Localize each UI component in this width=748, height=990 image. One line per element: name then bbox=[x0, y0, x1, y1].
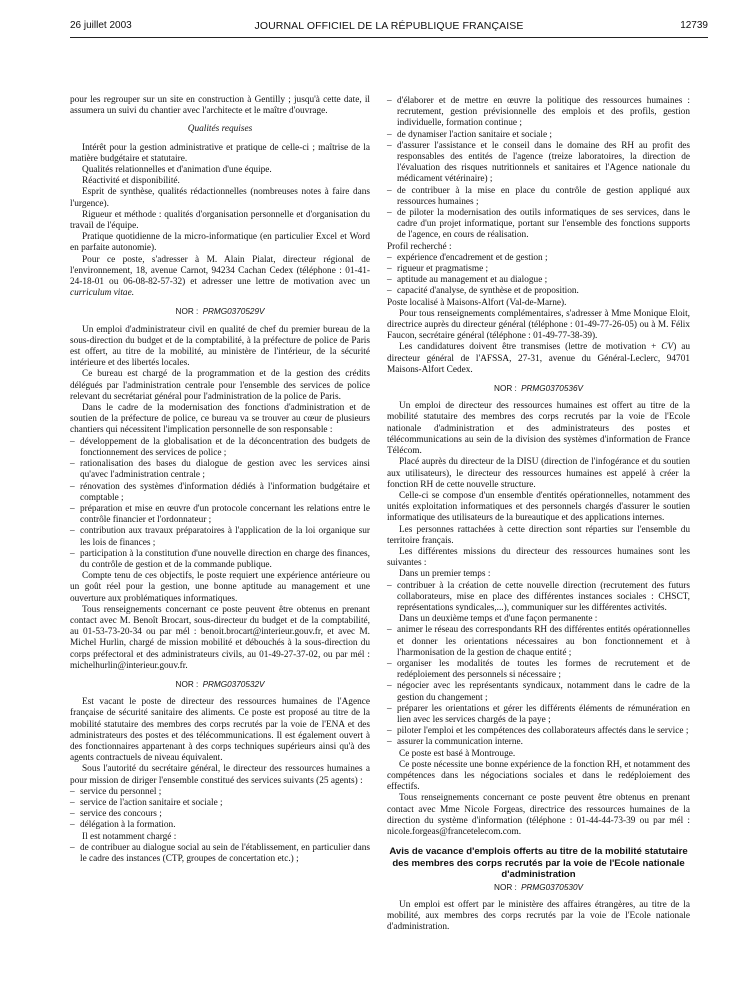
list-item: – participation à la constitution d'une nouvelle direction en charge des finances, du contrôle de gestion et de la commande publique. bbox=[70, 549, 370, 571]
list-item: – animer le réseau des correspondants RH des différentes entités opérationnelles et donner les orientations nécessaires au bon fonctionnement et à l'harmonisation de la gestion de chaque entité ; bbox=[387, 625, 690, 659]
paragraph-contact bbox=[70, 255, 370, 300]
paragraph: Qualités relationnelles et d'animation d'une équipe. bbox=[82, 165, 272, 176]
paragraph: Un emploi est offert par le ministère des affaires étrangères, au titre de la mobilité, aux membres des corps recrutés par la voie de l'Ecole nationale d'administration. bbox=[387, 899, 690, 933]
list-item: – préparation et mise en œuvre d'un protocole concernant les relations entre le contrôle financier et l'ordonnateur ; bbox=[70, 504, 370, 526]
list-item: – contribution aux travaux préparatoires à l'application de la loi organique sur les lois de finances ; bbox=[70, 526, 370, 548]
dash-list bbox=[387, 96, 690, 242]
paragraph: pour les regrouper sur un site en construction à Gentilly ; jusqu'à cette date, il assumera un suivi du chantier avec l'architecte et le maître d'ouvrage. bbox=[70, 95, 370, 117]
nor-reference bbox=[387, 383, 690, 394]
paragraph: Compte tenu de ces objectifs, le poste requiert une expérience antérieure ou un goût réel pour la gestion, une bonne aptitude au management et une ouverture aux problématiques informatiques. bbox=[70, 571, 370, 604]
paragraph: Tous renseignements concernant ce poste peuvent être obtenus en prenant contact avec Mme Nicole Forgeas, directrice des ressources humaines de la direction du système d'information (téléphone : 01-44-44-73-39 ou par mél : nicole.forgeas@francetelecom.com. bbox=[387, 793, 690, 837]
cv-text: CV bbox=[661, 342, 674, 353]
dash-list bbox=[387, 581, 690, 615]
section-heading-qualites: Qualités requises bbox=[187, 124, 253, 135]
list-item: – assurer la communication interne. bbox=[387, 737, 690, 748]
curriculum-vitae-text: curriculum vitae. bbox=[70, 288, 135, 299]
nor-reference bbox=[387, 882, 690, 893]
paragraph: Pratique quotidienne de la micro-informatique (en particulier Excel et Word en parfaite autonomie). bbox=[70, 232, 370, 254]
list-item: – d'assurer l'assistance et le conseil dans le domaine des RH au profit des responsables des entités de l'agence (treize laboratoires, la direction de l'évaluation des risques nutritionnels et sanitaires et l'Agence nationale du médicament vétérinaire) ; bbox=[387, 141, 690, 186]
list-item: – capacité d'analyse, de synthèse et de proposition. bbox=[387, 286, 690, 297]
paragraph: Est vacant le poste de directeur des ressources humaines de l'Agence française de sécurité sanitaire des aliments. Ce poste est proposé au titre de la mobilité statutaire des membres des corps recrutés par la voie de l'ENA et des administrateurs des postes et des télécommunications. Il est également ouvert à des fonctionnaires appartenant à des corps techniques supérieurs ainsi qu'à des agents contractuels de niveau équivalent. bbox=[70, 697, 370, 764]
dash-list bbox=[70, 843, 370, 865]
paragraph: Ce poste est basé à Montrouge. bbox=[399, 748, 516, 759]
nor-code: PRMG0370536V bbox=[521, 384, 583, 394]
paragraph: Les différentes missions du directeur des ressources humaines sont les suivantes : bbox=[387, 546, 690, 569]
list-item: – de dynamiser l'action sanitaire et sociale ; bbox=[387, 130, 690, 141]
list-item: – développement de la globalisation et de la déconcentration des budgets de fonctionnement des services de police ; bbox=[70, 437, 370, 459]
paragraph: Profil recherché : bbox=[387, 241, 452, 252]
dash-list bbox=[387, 625, 690, 748]
header-page-number: 12739 bbox=[680, 20, 708, 31]
paragraph: Intérêt pour la gestion administrative et pratique de celle-ci ; maîtrise de la matière budgétaire et statutaire. bbox=[70, 142, 370, 164]
header-date: 26 juillet 2003 bbox=[70, 20, 132, 31]
nor-label: NOR : bbox=[494, 882, 517, 892]
list-item: – d'élaborer et de mettre en œuvre la politique des ressources humaines : recrutement, gestion prévisionnelle des emplois et des profils, gestion individuelle, formation continue ; bbox=[387, 96, 690, 130]
paragraph: Dans le cadre de la modernisation des fonctions d'administration et de soutien de la préfecture de police, ce bureau va se trouver au cœur de plusieurs chantiers qui nécessitent l'implication personnelle de son responsable : bbox=[70, 403, 370, 436]
avis-section-title: Avis de vacance d'emplois offerts au titre de la mobilité statutaire des membres des corps recrutés par la voie de l'Ecole nationale d'administration bbox=[389, 846, 688, 881]
paragraph: Un emploi d'administrateur civil en qualité de chef du premier bureau de la sous-direction du budget et de la comptabilité, à la préfecture de police de Paris est offert, au titre de la mobilité, au ministère de l'intérieur, de la sécurité intérieure et des libertés locales. bbox=[70, 324, 370, 369]
nor-code: PRMG0370529V bbox=[202, 307, 265, 317]
candidatures-text-end: ) au directeur général de l'AFSSA, 27-31, avenue du Général-Leclerc, 94701 Maisons-Alfort Cedex. bbox=[387, 342, 690, 375]
paragraph: Placé auprès du directeur de la DISU (direction de l'infogérance et du soutien aux utilisateurs), le directeur des ressources humaines est appelé à créer la fonction RH de cette nouvelle structure. bbox=[387, 457, 690, 490]
dash-list bbox=[70, 437, 370, 571]
paragraph: Sous l'autorité du secrétaire général, le directeur des ressources humaines a pour mission de diriger l'ensemble constitué des services suivants (25 agents) : bbox=[70, 764, 370, 786]
list-item: – négocier avec les représentants syndicaux, notamment dans le cadre de la gestion du changement ; bbox=[387, 681, 690, 703]
paragraph: Les personnes rattachées à cette direction sont réparties sur l'ensemble du territoire français. bbox=[387, 524, 690, 546]
right-column bbox=[387, 96, 690, 934]
list-item: – rénovation des systèmes d'information dédiés à l'information budgétaire et comptable ; bbox=[70, 482, 370, 504]
page-header bbox=[70, 20, 708, 36]
list-item: – rigueur et pragmatisme ; bbox=[387, 264, 690, 275]
list-item: – délégation à la formation. bbox=[70, 820, 370, 831]
paragraph: Dans un premier temps : bbox=[399, 569, 491, 580]
dash-list bbox=[387, 253, 690, 298]
list-item: – de contribuer à la mise en place du contrôle de gestion appliqué aux ressources humaines ; bbox=[387, 186, 690, 208]
paragraph: Tous renseignements concernant ce poste peuvent être obtenus en prenant contact avec M. Benoît Brocart, sous-directeur du budget et de la comptabilité, au 01-53-73-20-34 ou par mél : benoit.brocart@interieur.gouv.fr, et avec M. Michel Hurlin, chargé de mission mobilité et débouchés à la sous-direction du corps préfectoral et des administrateurs civils, au 01-49-27-37-02, ou par mél : michelhurlin@interieur.gouv.fr. bbox=[70, 604, 370, 671]
paragraph: Poste localisé à Maisons-Alfort (Val-de-Marne). bbox=[387, 297, 567, 308]
paragraph: Il est notamment chargé : bbox=[82, 831, 177, 842]
list-item: – rationalisation des bases du dialogue de gestion avec les services ainsi qu'avec l'administration centrale ; bbox=[70, 459, 370, 481]
dash-list bbox=[70, 787, 370, 832]
nor-label: NOR : bbox=[175, 307, 199, 317]
nor-reference bbox=[70, 306, 370, 317]
paragraph: Pour tous renseignements complémentaires, s'adresser à Mme Monique Eloit, directrice auprès du directeur général (téléphone : 01-49-77-26-05) ou à M. Félix Faucon, secrétaire général (téléphone : 01-49-77-38-39). bbox=[387, 308, 690, 342]
list-item: – de contribuer au dialogue social au sein de l'établissement, en particulier dans le cadre des instances (CTP, groupes de concertation etc.) ; bbox=[70, 843, 370, 865]
list-item: – contribuer à la création de cette nouvelle direction (recrutement des futurs collaborateurs, mise en place des différentes instances sociales : CHSCT, représentations syndicales,...), communiquer sur les différentes activités. bbox=[387, 581, 690, 615]
list-item: – préparer les orientations et gérer les différents éléments de rémunération en lien avec les services chargés de la paye ; bbox=[387, 704, 690, 726]
paragraph: Celle-ci se compose d'un ensemble d'entités opérationnelles, notamment des unités exploitation informatiques et des personnels chargés d'assurer le soutien informatique des utilisateurs de la bureautique et des applications internes. bbox=[387, 490, 690, 524]
paragraph: Un emploi de directeur des ressources humaines est offert au titre de la mobilité statutaire des membres des corps recrutés par la voie de l'Ecole nationale d'administration et des administrateurs des postes et télécommunications au sein de la division des systèmes d'information de France Télécom. bbox=[387, 401, 690, 457]
list-item: – aptitude au management et au dialogue ; bbox=[387, 275, 690, 286]
list-item: – service du personnel ; bbox=[70, 787, 370, 798]
paragraph-candidatures bbox=[387, 342, 690, 376]
paragraph: Réactivité et disponibilité. bbox=[82, 176, 180, 187]
nor-label: NOR : bbox=[175, 679, 199, 689]
left-column bbox=[70, 95, 370, 865]
nor-reference bbox=[70, 679, 370, 690]
candidatures-text: Les candidatures doivent être transmises (lettre de motivation + bbox=[399, 342, 662, 353]
paragraph: Esprit de synthèse, qualités rédactionnelles (nombreuses notes à faire dans l'urgence). bbox=[70, 187, 370, 209]
list-item: – organiser les modalités de toutes les formes de recrutement et de redéploiement des personnels si nécessaire ; bbox=[387, 659, 690, 681]
list-item: – de piloter la modernisation des outils informatiques de ses services, dans le cadre d'un projet informatique, portant sur l'ensemble des fonctions supports de l'agence, en cours de réalisation. bbox=[387, 208, 690, 242]
list-item: – expérience d'encadrement et de gestion ; bbox=[387, 253, 690, 264]
paragraph: Ce bureau est chargé de la programmation et de la gestion des crédits délégués par l'administration centrale pour l'ensemble des services de police relevant du secrétariat général pour l'administration de la police de Paris. bbox=[70, 369, 370, 402]
header-journal-title: JOURNAL OFFICIEL DE LA RÉPUBLIQUE FRANÇAISE bbox=[254, 20, 524, 32]
nor-label: NOR : bbox=[494, 384, 517, 394]
paragraph: Ce poste nécessite une bonne expérience de la fonction RH, et notamment des compétences dans les négociations sociales et dans le redéploiement des effectifs. bbox=[387, 759, 690, 793]
contact-text: Pour ce poste, s'adresser à M. Alain Pialat, directeur régional de l'environnement, 18, avenue Carnot, 94234 Cachan Cedex (téléphone : 01-41-24-18-01 ou 06-08-82-57-32) et adresser une lettre de motivation avec un bbox=[70, 254, 370, 288]
paragraph: Dans un deuxième temps et d'une façon permanente : bbox=[399, 614, 598, 625]
nor-code: PRMG0370530V bbox=[521, 882, 583, 892]
paragraph: Rigueur et méthode : qualités d'organisation personnelle et d'organisation du travail de l'équipe. bbox=[70, 209, 370, 232]
list-item: – piloter l'emploi et les compétences des collaborateurs affectés dans le service ; bbox=[387, 726, 690, 737]
nor-code: PRMG0370532V bbox=[202, 679, 265, 689]
list-item: – service des concours ; bbox=[70, 809, 370, 820]
list-item: – service de l'action sanitaire et sociale ; bbox=[70, 798, 370, 809]
header-rule bbox=[70, 37, 708, 38]
